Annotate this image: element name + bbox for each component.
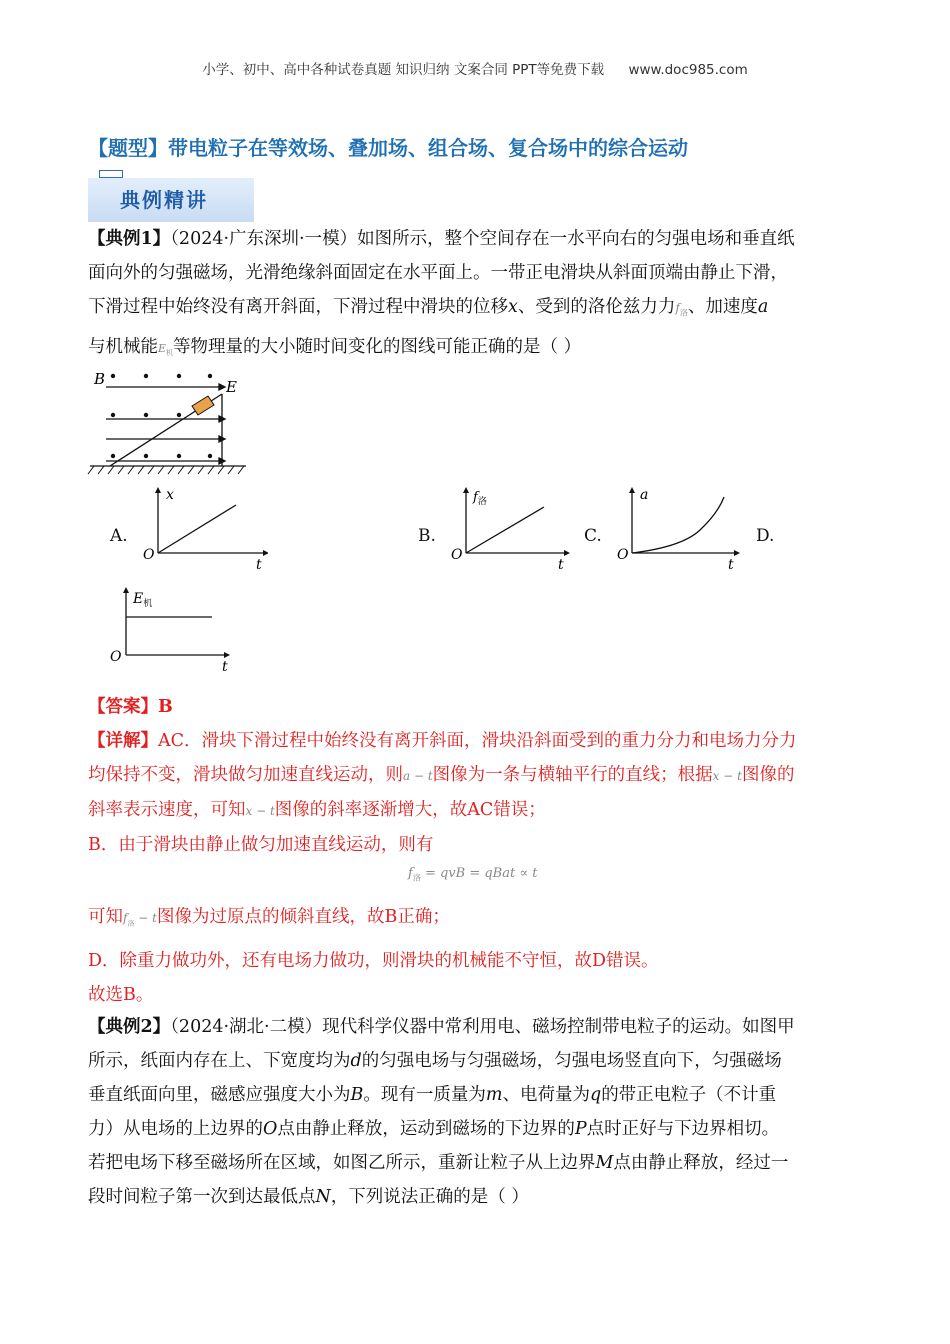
page-header [0,58,950,78]
var-N: N [315,1187,331,1207]
var-P: P [574,1119,587,1139]
example1-line2: 面向外的匀强磁场，光滑绝缘斜面固定在水平面上。一带正电滑块从斜面顶端由静止下滑， [88,263,788,283]
symbol-a-t: a − t [403,769,433,783]
text-seg: 均保持不变，滑块做匀加速直线运动，则 [88,765,403,785]
text-seg: 的匀强电场与匀强磁场，匀强电场竖直向下，匀强磁场 [361,1051,782,1071]
symbol-e-ji: $E_机$ [158,342,174,358]
graph-a [138,485,268,575]
text-seg: 垂直纸面向里，磁感应强度大小为 [88,1085,351,1105]
incline-figure [86,366,256,481]
example2-line1: （2024·湖北·二模）现代科学仪器中常利用电、磁场控制带电粒子的运动。如图甲 [170,1017,795,1037]
text-seg: 的带正电粒子（不计重 [601,1085,777,1105]
example1-line3 [88,290,868,330]
section-heading: 【题型】带电粒子在等效场、叠加场、组合场、复合场中的综合运动 [88,136,688,160]
origin-label: O [451,547,463,563]
var-O: O [263,1119,278,1139]
text-seg: 点由静止释放，经过一 [613,1153,789,1173]
axis-label-a: a [640,487,649,503]
text-seg: 可知 [88,907,123,927]
example1-question [88,222,868,371]
var-x: x [508,297,518,317]
example1-tag: 【典例1】 [88,229,171,249]
badge-label: 典例精讲 [120,188,208,212]
text-seg: 若把电场下移至磁场所在区域，如图乙所示，重新让粒子从上边界 [88,1153,596,1173]
answer-value: B [158,697,173,717]
symbol-f-luo: $f_洛$ [675,301,688,318]
detail-block-2 [88,900,868,1012]
detail-d1: D．除重力做功外，还有电场力做功，则滑块的机械能不守恒，故D错误。 [88,951,659,972]
axis-label-t: t [222,659,228,675]
axis-label-t: t [256,557,262,573]
origin-label: O [617,547,629,563]
symbol-f-t: $f_洛 - t$ [123,911,157,928]
text-seg: ，下列说法正确的是（ ） [330,1187,529,1207]
text-seg: 所示，纸面内存在上、下宽度均为 [88,1051,351,1071]
header-site-link[interactable]: www.doc985.com [628,62,748,78]
text-seg: 图像的 [741,765,795,785]
symbol-x-t: x − t [245,804,275,818]
example2-tag: 【典例2】 [88,1017,171,1037]
text-seg: 等物理量的大小随时间变化的图线可能正确的是（ ） [173,337,582,358]
text-seg: 、电荷量为 [502,1085,590,1105]
label-E: E [226,378,237,396]
var-M: M [595,1153,614,1173]
text-seg: 力）从电场的上边界的 [88,1119,263,1139]
example1-line1: （2024·广东深圳·一模）如图所示，整个空间存在一水平向右的匀强电场和垂直纸 [170,229,795,249]
text-seg: 与机械能 [88,337,158,358]
detail-conclusion: 故选B。 [88,985,154,1006]
symbol-x-t: x − t [712,769,742,783]
text-seg: 点时正好与下边界相切。 [586,1119,780,1139]
graph-a-line [158,505,236,553]
text-seg: 。现有一质量为 [363,1085,486,1105]
answer-line [88,690,868,724]
text-seg: 图像为过原点的倾斜直线，故B正确； [156,907,450,927]
graph-b [446,485,576,575]
text-seg: 图像的斜率逐渐增大，故AC错误； [274,800,546,820]
axis-label-e: $E_机$ [133,591,153,609]
origin-label: O [110,649,122,665]
text-seg: 斜率表示速度，可知 [88,800,246,820]
slider-block [192,396,214,415]
text-seg: 点由静止释放，运动到磁场的下边界的 [277,1119,575,1139]
formula: $f_洛$ = qvB = qBat ∝ t [408,866,538,883]
axis-label-x: x [166,487,174,503]
axis-label-f: $f_洛$ [473,490,487,507]
var-a: a [757,297,769,317]
ground-hatch [88,466,244,474]
graph-b-line [466,507,544,553]
example2-question [88,1010,868,1214]
detail-block [88,724,868,862]
var-m: m [485,1085,503,1105]
graph-c [612,485,747,575]
detail-label: 【详解】 [88,731,158,751]
header-text: 小学、初中、高中各种试卷真题 知识归纳 文案合同 PPT等免费下载 [202,62,605,78]
label-B: B [94,370,106,388]
var-B: B [350,1085,364,1105]
var-q: q [589,1085,602,1105]
option-b[interactable]: B. [418,526,436,546]
badge-mark-icon [99,170,123,178]
option-a[interactable]: A. [110,526,128,546]
detail-ac1: AC．滑块下滑过程中始终没有离开斜面，滑块沿斜面受到的重力分力和电场力分力 [158,731,797,751]
text-seg: 图像为一条与横轴平行的直线；根据 [432,765,713,785]
option-d[interactable]: D. [756,526,775,546]
graph-c-curve [632,497,724,553]
option-c[interactable]: C. [584,526,602,546]
graph-d [106,585,236,675]
text-seg: 、受到的洛伦兹力力 [517,297,676,317]
axis-label-t: t [558,557,564,573]
axis-label-t: t [728,557,734,573]
origin-label: O [143,547,155,563]
example1-line4 [88,330,868,370]
text-seg: 下滑过程中始终没有离开斜面，下滑过程中滑块的位移 [88,297,508,317]
detail-b1: B．由于滑块由静止做匀加速直线运动，则有 [88,835,434,855]
text-seg: 段时间粒子第一次到达最低点 [88,1187,316,1207]
answer-label: 【答案】 [88,697,158,717]
var-d: d [350,1051,362,1071]
text-seg: 、加速度 [687,297,758,317]
